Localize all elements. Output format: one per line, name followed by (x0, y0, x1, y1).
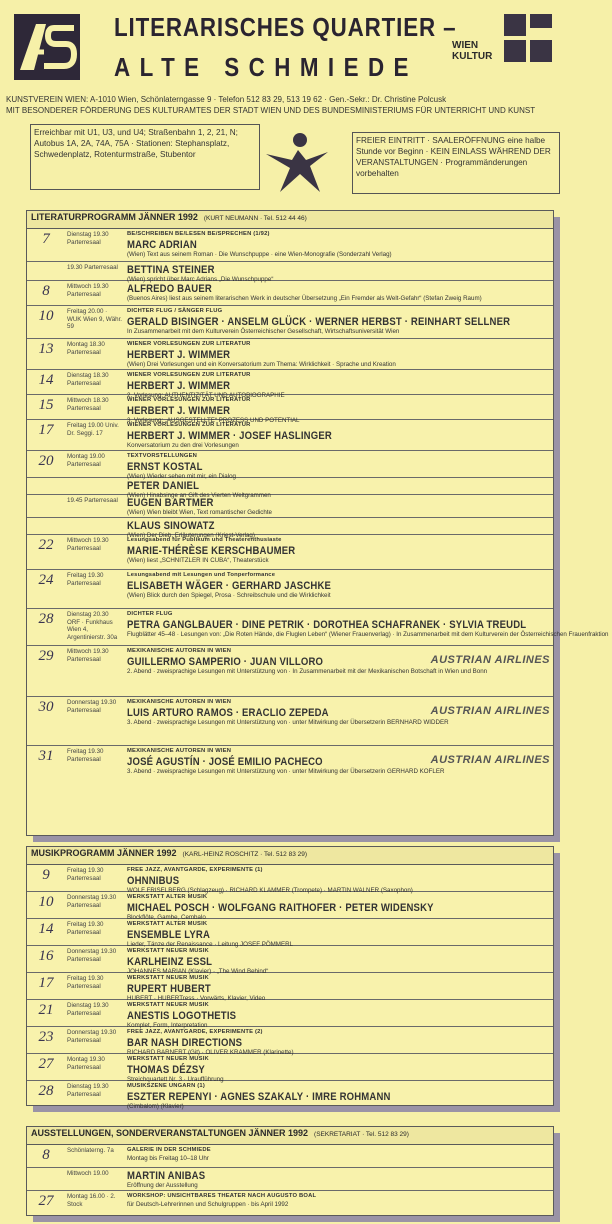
musik-rows (27, 865, 553, 1110)
ausstellungen-header (27, 1127, 553, 1145)
event-names: ELISABETH WÄGER · GERHARD JASCHKE (127, 579, 332, 592)
literatur-section (26, 210, 609, 836)
event-body (125, 1027, 553, 1056)
event-day: 17 (38, 975, 54, 991)
event-body (125, 420, 553, 450)
event-day: 31 (38, 748, 54, 764)
event-body (125, 306, 556, 338)
event-row (27, 646, 553, 697)
event-names: MARC ADRIAN (127, 238, 197, 251)
directions-text: Erreichbar mit U1, U3, und U4; Straßenbahn 1, 2, 21, N; Autobus 1A, 2A, 74A, 75A · Stationen: Stephansplatz, Schwedenplatz, Rotenturmstraße, Stubentor (34, 128, 238, 159)
event-info: (Wien) Drei Vorlesungen und ein Konversatorium zum Thema: Wirklichkeit · Sprache und Kreation (127, 360, 396, 368)
event-time-place: Mittwoch 18.30 Parterresaal (67, 397, 109, 412)
event-time-place: 19.45 Parterresaal (67, 497, 118, 504)
event-row (27, 1000, 553, 1027)
event-body (125, 395, 553, 424)
event-body (125, 535, 553, 569)
event-body (125, 339, 553, 369)
event-day (27, 1168, 65, 1190)
event-info: 2. Vorlesung: AUTHENTIZITÄT UND AUTOBIOGRAPHIE (127, 391, 285, 399)
event-body (125, 865, 553, 894)
event-day: 10 (38, 894, 54, 910)
ausstellungen-contact: (SEKRETARIAT · Tel. 512 83 29) (314, 1131, 409, 1138)
event-row (27, 1054, 553, 1081)
event-time-place: Montag 19.30 Parterresaal (67, 1056, 105, 1071)
event-day (27, 478, 65, 494)
event-day: 21 (38, 1002, 54, 1018)
event-info: 3. Vorlesung: „AUSGESTELLTE“ PROZESS UND POTENTIAL (127, 416, 300, 424)
event-category: Lesungsabend mit Lesungen und Tonperformance (127, 572, 276, 578)
event-info: Komplet, Form, Interpretation (127, 1021, 208, 1029)
event-category: MUSIKSZENE UNGARN (1) (127, 1083, 205, 1089)
event-names: BAR NASH DIRECTIONS (127, 1036, 243, 1049)
event-body (125, 495, 553, 517)
event-row (27, 1027, 553, 1054)
event-info: (Wien) Hinabsinge an Gift des Vierten Weltgrammen (127, 492, 271, 499)
event-body (125, 1081, 553, 1110)
event-day: 30 (38, 699, 54, 715)
event-row (27, 281, 553, 306)
ausstellungen-rows (27, 1145, 553, 1217)
event-row (27, 919, 553, 946)
event-day: 27 (38, 1056, 54, 1072)
event-names: BETTINA STEINER (127, 264, 215, 276)
event-info: JOHANNES MARIAN (Klavier) · „The Wind Behind“ (127, 967, 269, 975)
event-row (27, 339, 553, 370)
event-names: THOMAS DÉZSY (127, 1063, 205, 1076)
event-row (27, 609, 609, 646)
event-time-place: Dienstag 20.30 ORF · Funkhaus Wien 4, Argentinierstr. 30a (67, 611, 118, 641)
event-body (125, 518, 553, 539)
event-time-place: Donnerstag 19.30 Parterresaal (67, 1029, 117, 1044)
event-row (27, 370, 553, 399)
event-category: DICHTER FLUG / SÄNGER FLUG (127, 308, 223, 314)
event-body (125, 478, 553, 499)
event-info: HUBERT · HUBERTress · Vorwärts, Klavier, Video (127, 994, 266, 1002)
event-info: 3. Abend · zweisprachige Lesungen mit Unterstützung von · unter Mitwirkung der Übersetzerin GERHARD KOFLER (127, 767, 445, 775)
event-category: FREE JAZZ, AVANTGARDE, EXPERIMENTE (1) (127, 867, 263, 873)
event-time-place: Mittwoch 19.00 (67, 1170, 109, 1177)
literatur-header (27, 211, 553, 229)
event-row (27, 262, 553, 281)
event-names: HERBERT J. WIMMER (127, 379, 231, 392)
event-time-place: Freitag 19.30 Parterresaal (67, 975, 104, 990)
event-day: 28 (38, 1083, 54, 1099)
event-category: WIENER VORLESUNGEN ZUR LITERATUR (127, 341, 251, 347)
event-body (125, 746, 553, 796)
event-info: Eröffnung der Ausstellung (127, 1182, 198, 1189)
event-names: ENSEMBLE LYRA (127, 928, 211, 941)
event-day: 14 (38, 921, 54, 937)
event-row (27, 892, 553, 919)
event-names: PETER DANIEL (127, 480, 200, 492)
event-body (125, 281, 553, 305)
event-day: 8 (42, 1147, 50, 1163)
event-row (27, 495, 553, 518)
sponsor-logo: AUSTRIAN AIRLINES (430, 704, 550, 717)
literatur-rows (27, 229, 609, 796)
event-category: WIENER VORLESUNGEN ZUR LITERATUR (127, 422, 251, 428)
event-body (125, 919, 553, 948)
event-info: Montag bis Freitag 10–18 Uhr (127, 1154, 209, 1162)
event-info: 2. Abend · zweisprachige Lesungen mit Unterstützung von · In Zusammenarbeit mit der Mexikanischen Botschaft in Wien und Bonn (127, 667, 488, 675)
literatur-contact: (KURT NEUMANN · Tel. 512 44 46) (203, 215, 307, 222)
event-names: GUILLERMO SAMPERIO · JUAN VILLORO (127, 655, 324, 668)
kunstverein-info (6, 94, 576, 116)
event-info: Konversatorium zu den drei Vorlesungen (127, 441, 239, 449)
event-body (125, 262, 553, 283)
event-info: 3. Abend · zweisprachige Lesungen mit Unterstützung von · unter Mitwirkung der Übersetzerin BERNHARD WIDDER (127, 718, 449, 726)
event-info: Lieder, Tänze der Renaissance · Leitung JOSEF PÖMMERL (127, 940, 293, 948)
event-names: KLAUS SINOWATZ (127, 520, 215, 532)
event-info: (Cimbalom) (Klavier) (127, 1102, 184, 1110)
event-time-place: Montag 16.00 · 2. Stock (67, 1193, 116, 1208)
event-day (27, 262, 65, 280)
event-row (27, 229, 553, 262)
event-category: GALERIE IN DER SCHMIEDE (127, 1147, 211, 1153)
event-row (27, 306, 553, 339)
event-category: WERKSTATT NEUER MUSIK (127, 1056, 209, 1062)
event-time-place: Donnerstag 19.30 Parterresaal (67, 699, 117, 714)
event-time-place: 19.30 Parterresaal (67, 264, 118, 271)
event-names: ERNST KOSTAL (127, 460, 203, 473)
event-info: (Wien) liest „SCHNITZLER IN CUBA“, Theaterstück (127, 556, 269, 564)
event-body (125, 973, 553, 1002)
event-row (27, 1191, 553, 1217)
event-day: 8 (42, 283, 50, 299)
event-category: WERKSTATT NEUER MUSIK (127, 948, 209, 954)
literatur-heading: LITERATURPROGRAMM JÄNNER 1992 (31, 212, 198, 222)
event-row (27, 946, 553, 973)
event-row (27, 395, 553, 424)
ausstellungen-section (26, 1126, 554, 1216)
event-info: (Wien) Text aus seinem Roman · Die Wunschpuppe · eine Wien-Monografie (Sonderzahl Verlag) (127, 250, 392, 258)
event-category: WERKSTATT NEUER MUSIK (127, 1002, 209, 1008)
event-row (27, 697, 553, 746)
event-day (27, 518, 65, 534)
event-row (27, 746, 553, 796)
event-body (125, 697, 553, 745)
musik-header (27, 847, 553, 865)
event-info: Streichquartett Nr. 3 · Uraufführung (127, 1075, 224, 1083)
event-row (27, 478, 553, 499)
event-day: 17 (38, 422, 54, 438)
event-time-place: Dienstag 19.30 Parterresaal (67, 231, 109, 246)
event-names: HERBERT J. WIMMER · JOSEF HASLINGER (127, 429, 332, 442)
event-day: 22 (38, 537, 54, 553)
event-info: (Wien) Wieder sehen mit mir, ein Dialog (127, 472, 237, 480)
event-body (125, 1000, 553, 1029)
event-body (125, 892, 553, 921)
event-category: WIENER VORLESUNGEN ZUR LITERATUR (127, 397, 251, 403)
event-info: Blockflöte, Gambe, Cembalo (127, 913, 206, 921)
event-names: EUGEN BARTMER (127, 497, 214, 509)
event-names: KARLHEINZ ESSL (127, 955, 213, 968)
event-row (27, 420, 553, 451)
event-body (125, 1145, 553, 1167)
musik-heading: MUSIKPROGRAMM JÄNNER 1992 (31, 848, 177, 858)
event-names: OHNNIBUS (127, 874, 180, 887)
event-time-place: Montag 19.00 Parterresaal (67, 453, 105, 468)
page-title: LITERARISCHES QUARTIER – (114, 12, 457, 42)
entry-info-box (352, 132, 560, 194)
event-names: MARTIN ANIBAS (127, 1170, 206, 1182)
event-row (27, 535, 553, 570)
event-day: 7 (42, 231, 50, 247)
event-names: MARIE-THÉRÈSE KERSCHBAUMER (127, 544, 296, 557)
event-names: MICHAEL POSCH · WOLFGANG RAITHOFER · PETER WIDENSKY (127, 901, 434, 914)
event-time-place: Donnerstag 19.30 Parterresaal (67, 894, 117, 909)
event-category: WORKSHOP: UNSICHTBARES THEATER NACH AUGUSTO BOAL (127, 1193, 317, 1199)
event-info: für Deutsch-Lehrerinnen und Schulgruppen · bis April 1992 (127, 1200, 289, 1208)
event-day: 28 (38, 611, 54, 627)
event-time-place: Mittwoch 19.30 Parterresaal (67, 283, 109, 298)
musik-contact: (KARL-HEINZ ROSCHITZ · Tel. 512 83 29) (182, 851, 308, 858)
event-row (27, 1081, 553, 1110)
event-time-place: Montag 18.30 Parterresaal (67, 341, 105, 356)
event-time-place: Freitag 19.30 Parterresaal (67, 572, 104, 587)
event-row (27, 451, 553, 478)
event-body (125, 946, 553, 975)
event-time-place: Mittwoch 19.30 Parterresaal (67, 648, 109, 663)
event-info: (Wien) spricht über Marc Adrians „Die Wunschpuppe“ (127, 276, 274, 283)
event-body (125, 229, 553, 261)
event-info: RICHARD BARNERT (Git) · OLIVER KRAMMER (Klarinette) (127, 1048, 294, 1056)
event-names: GERALD BISINGER · ANSELM GLÜCK · WERNER HERBST · REINHART SELLNER (127, 315, 511, 328)
event-day: 15 (38, 397, 54, 413)
event-info: WOLF FRISELBERG (Schlagzeug) · RICHARD KLAMMER (Trompete) · MARTIN WALNER (Saxophon) (127, 886, 413, 894)
event-body (125, 1054, 553, 1083)
event-day: 9 (42, 867, 50, 883)
as-logo (14, 14, 80, 80)
event-row (27, 570, 553, 609)
event-info: Flugblätter 45–48 · Lesungen von: „Die Roten Hände, die Fluglen Leben“ (Wiener Frauenverlag) · In Zusammenarbeit mit dem Kulturverein der Österreichischen Frauenfraktion (127, 630, 609, 638)
event-category: Lesungsabend für Publikum und Theaterenthusiaste (127, 537, 282, 543)
event-day: 14 (38, 372, 54, 388)
event-category: WIENER VORLESUNGEN ZUR LITERATUR (127, 372, 251, 378)
event-row (27, 1168, 553, 1191)
event-names: RUPERT HUBERT (127, 982, 211, 995)
event-day: 10 (38, 308, 54, 324)
event-time-place: Dienstag 18.30 Parterresaal (67, 372, 109, 387)
event-category: MEXIKANISCHE AUTOREN IN WIEN (127, 699, 232, 705)
event-time-place: Freitag 19.00 Univ. Dr. Seggi. 17 (67, 422, 119, 437)
event-day (27, 495, 65, 517)
event-category: WERKSTATT NEUER MUSIK (127, 975, 209, 981)
event-category: WERKSTATT ALTER MUSIK (127, 894, 208, 900)
figure-icon (262, 130, 332, 196)
event-day: 20 (38, 453, 54, 469)
event-row (27, 973, 553, 1000)
event-names: ALFREDO BAUER (127, 283, 212, 295)
event-category: MEXIKANISCHE AUTOREN IN WIEN (127, 748, 232, 754)
event-time-place: Dienstag 19.30 Parterresaal (67, 1002, 109, 1017)
event-time-place: Freitag 19.30 Parterresaal (67, 921, 104, 936)
event-body (125, 570, 553, 608)
event-category: WERKSTATT ALTER MUSIK (127, 921, 208, 927)
event-body (125, 646, 553, 696)
event-row (27, 518, 553, 539)
event-info: (Wien) Der Dieb, Erläuterungen (Kriest-Verlag) (127, 532, 255, 539)
event-category: MEXIKANISCHE AUTOREN IN WIEN (127, 648, 232, 654)
event-body (125, 1191, 553, 1217)
event-info: (Wien) Wien bleibt Wien, Text romantischer Gedichte (127, 509, 272, 516)
event-body (125, 609, 612, 645)
event-day: 29 (38, 648, 54, 664)
event-names: ESZTER REPENYI · AGNES SZAKALY · IMRE ROHMANN (127, 1090, 391, 1103)
event-time-place (65, 478, 125, 494)
event-time-place: Freitag 20.00 · WUK Wien 9, Währ. 59 (67, 308, 123, 330)
event-day: 27 (38, 1193, 54, 1209)
event-names: JOSÉ AGUSTÍN · JOSÉ EMILIO PACHECO (127, 755, 323, 768)
kultur-label: KULTUR (452, 51, 493, 62)
entry-info-text: FREIER EINTRITT · SAALERÖFFNUNG eine halbe Stunde vor Beginn · KEIN EINLASS WÄHREND DER VERANSTALTUNGEN · Programmänderungen vorbehalten (356, 136, 551, 178)
sponsor-logo: AUSTRIAN AIRLINES (430, 753, 550, 766)
event-names: HERBERT J. WIMMER (127, 404, 231, 417)
directions-box (30, 124, 260, 190)
event-category: DICHTER FLUG (127, 611, 173, 617)
event-names: LUIS ARTURO RAMOS · ERACLIO ZEPEDA (127, 706, 329, 719)
foerderung-note: MIT BESONDERER FÖRDERUNG DES KULTURAMTES DER STADT WIEN UND DES BUNDESMINISTERIUMS FÜR UNTERRICHT UND KUNST (6, 106, 536, 115)
sponsor-logo: AUSTRIAN AIRLINES (430, 653, 550, 666)
musik-section (26, 846, 554, 1110)
event-body (125, 451, 553, 480)
page-subtitle: ALTE SCHMIEDE (114, 52, 418, 82)
event-time-place: Dienstag 19.30 Parterresaal (67, 1083, 109, 1098)
event-time-place: Mittwoch 19.30 Parterresaal (67, 537, 109, 552)
event-category: BE/SCHREIBEN BE/LESEN BE/SPRECHEN (1/92) (127, 231, 270, 237)
event-day: 24 (38, 572, 54, 588)
event-info: In Zusammenarbeit mit dem Kulturverein Österreichischer Gesellschaft, Wirtschaftsuniversität Wien (127, 327, 400, 335)
event-day: 16 (38, 948, 54, 964)
event-body (125, 370, 553, 399)
event-info: (Buenos Aires) liest aus seinem literarischen Werk in deutscher Übersetzung „Ein Fremder als Welt-Gefahr“ (Stefan Zweig Raum) (127, 295, 482, 302)
event-row (27, 865, 553, 892)
event-category: TEXTVORSTELLUNGEN (127, 453, 198, 459)
event-info: (Wien) Blick durch den Spiegel, Prosa · Schreibschule und die Wirklichkeit (127, 591, 331, 599)
event-day: 23 (38, 1029, 54, 1045)
event-time-place: Donnerstag 19.30 Parterresaal (67, 948, 117, 963)
event-names: HERBERT J. WIMMER (127, 348, 231, 361)
wien-label: WIEN (452, 40, 479, 51)
kunstverein-address: KUNSTVEREIN WIEN: A-1010 Wien, Schönlaterngasse 9 · Telefon 512 83 29, 513 19 62 · Gen.-Sekr.: Dr. Christine Polcusk (6, 95, 447, 104)
event-time-place (65, 518, 125, 534)
event-names: ANESTIS LOGOTHETIS (127, 1009, 237, 1022)
wien-kultur-text (452, 40, 492, 62)
event-day: 13 (38, 341, 54, 357)
event-category: FREE JAZZ, AVANTGARDE, EXPERIMENTE (2) (127, 1029, 263, 1035)
event-time-place: Schönlaterng. 7a (67, 1147, 114, 1154)
ausstellungen-heading: AUSSTELLUNGEN, SONDERVERANSTALTUNGEN JÄNNER 1992 (31, 1128, 309, 1138)
event-row (27, 1145, 553, 1168)
event-names: PETRA GANGLBAUER · DINE PETRIK · DOROTHEA SCHAFRANEK · SYLVIA TREUDL (127, 618, 527, 631)
event-time-place: Freitag 19.30 Parterresaal (67, 867, 104, 882)
event-body (125, 1168, 553, 1190)
event-time-place: Freitag 19.30 Parterresaal (67, 748, 104, 763)
